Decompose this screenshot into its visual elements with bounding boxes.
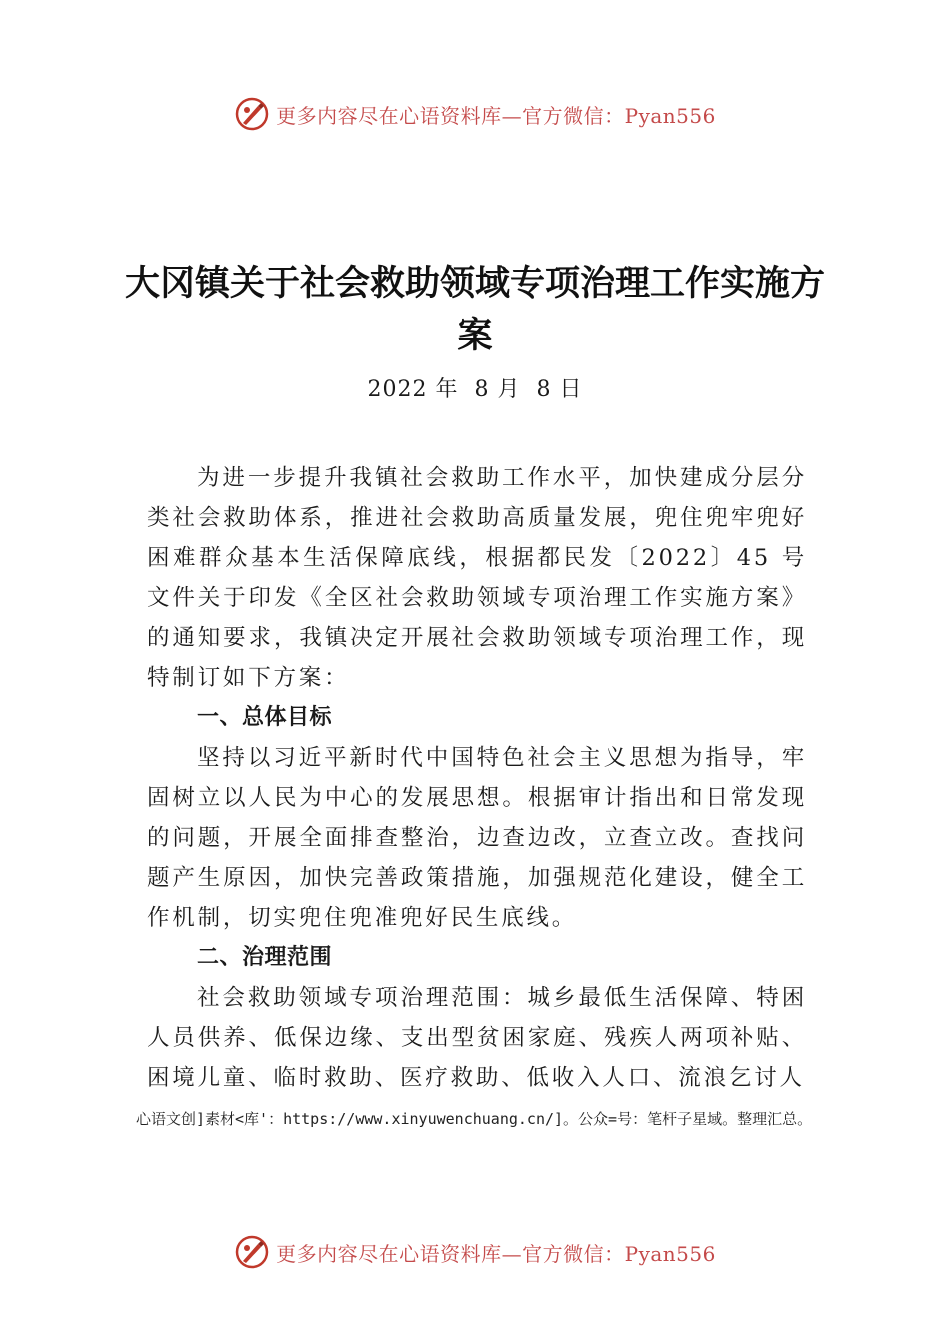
document-date: 2022 年 8 月 8 日 — [367, 377, 583, 402]
intro-paragraph: 为进一步提升我镇社会救助工作水平，加快建成分层分类社会救助体系，推进社会救助高质量发展，兜住兜牢兜好困难群众基本生活保障底线，根据都民发〔2022〕45 号文件关于印发《全区社会救助领域专项治理工作实施方案》的通知要求，我镇决定开展社会救助领域专项治理工作，现特制订如下方案： — [147, 465, 807, 691]
goals-paragraph: 坚持以习近平新时代中国特色社会主义思想为指导，牢固树立以人民为中心的发展思想。根据审计指出和日常发现的问题，开展全面排查整治，边查边改，立查立改。查找问题产生原因，加快完善政策措施，加强规范化建设，健全工作机制，切实兜住兜准兜好民生底线。 — [147, 745, 807, 931]
footer-banner — [0, 1232, 950, 1272]
pen-logo-icon — [234, 96, 270, 132]
banner-text: 更多内容尽在心语资料库—官方微信：Pyan556 — [276, 1241, 716, 1266]
section-heading-scope: 二、治理范围 — [197, 945, 333, 970]
scope-paragraph: 社会救助领域专项治理范围：城乡最低生活保障、特困人员供养、低保边缘、支出型贫困家庭、残疾人两项补贴、 困境儿童、临时救助、医疗救助、低收入人口、流浪乞讨人 — [147, 985, 807, 1091]
banner-text: 更多内容尽在心语资料库—官方微信：Pyan556 — [276, 103, 716, 128]
header-banner — [0, 94, 950, 134]
document-title: 大冈镇关于社会救助领域专项治理工作实施方案 — [124, 264, 825, 356]
pen-logo-icon — [234, 1234, 270, 1270]
source-footnote: 心语文创]素材<库'：https://www.xinyuwenchuang.cn/]。公众=号：笔杆子星域。整理汇总。 — [136, 1110, 813, 1128]
section-heading-goals: 一、总体目标 — [197, 705, 333, 730]
document-body — [147, 458, 807, 1098]
